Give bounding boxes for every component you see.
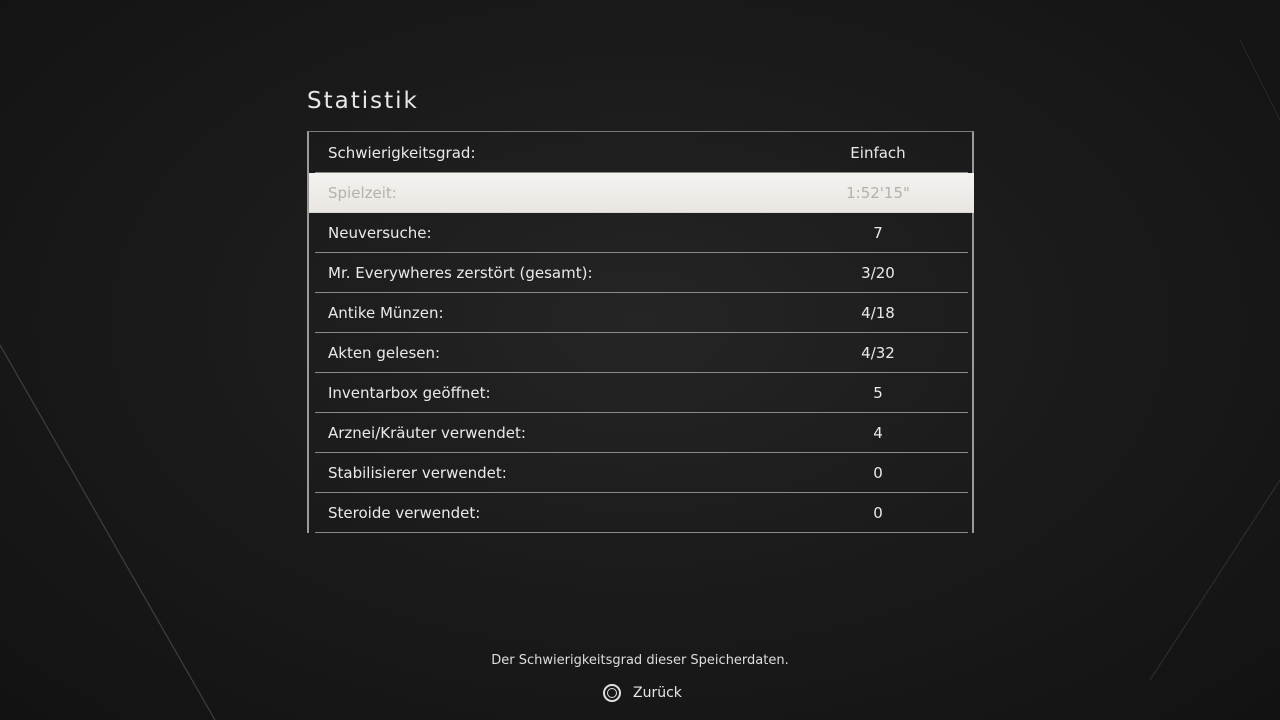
page-title: Statistik	[307, 88, 419, 114]
circle-button-icon	[603, 684, 621, 702]
back-button[interactable]	[603, 682, 682, 704]
stat-row-item-box[interactable]	[315, 373, 968, 413]
stat-label: Spielzeit:	[328, 184, 397, 202]
stat-label: Steroide verwendet:	[328, 504, 481, 522]
stat-value: 0	[873, 504, 883, 522]
stat-row-playtime[interactable]	[309, 173, 974, 213]
stat-value: 0	[873, 464, 883, 482]
stat-row-retries[interactable]	[315, 213, 968, 253]
stat-value: 4	[873, 424, 883, 442]
stat-label: Inventarbox geöffnet:	[328, 384, 491, 402]
stat-label: Akten gelesen:	[328, 344, 441, 362]
stat-row-medicine-herbs[interactable]	[315, 413, 968, 453]
stat-value: 7	[873, 224, 883, 242]
stat-row-steroids[interactable]	[315, 493, 968, 533]
stat-value: 3/20	[861, 264, 895, 282]
stat-label: Antike Münzen:	[328, 304, 444, 322]
back-label: Zurück	[633, 685, 682, 701]
stat-label: Neuversuche:	[328, 224, 432, 242]
stat-row-files-read[interactable]	[315, 333, 968, 373]
stat-label: Mr. Everywheres zerstört (gesamt):	[328, 264, 593, 282]
stat-value: 1:52'15"	[846, 184, 910, 202]
stat-label: Stabilisierer verwendet:	[328, 464, 507, 482]
stat-row-antique-coins[interactable]	[315, 293, 968, 333]
stat-label: Schwierigkeitsgrad:	[328, 144, 476, 162]
stats-panel	[307, 131, 974, 533]
stat-row-stabilizers[interactable]	[315, 453, 968, 493]
stat-row-difficulty[interactable]	[315, 133, 968, 173]
stat-value: 4/32	[861, 344, 895, 362]
stat-row-mr-everywhere[interactable]	[315, 253, 968, 293]
stat-label: Arznei/Kräuter verwendet:	[328, 424, 526, 442]
stat-value: 5	[873, 384, 883, 402]
stat-value: Einfach	[850, 144, 906, 162]
help-text: Der Schwierigkeitsgrad dieser Speicherdaten.	[491, 653, 789, 668]
stat-value: 4/18	[861, 304, 895, 322]
